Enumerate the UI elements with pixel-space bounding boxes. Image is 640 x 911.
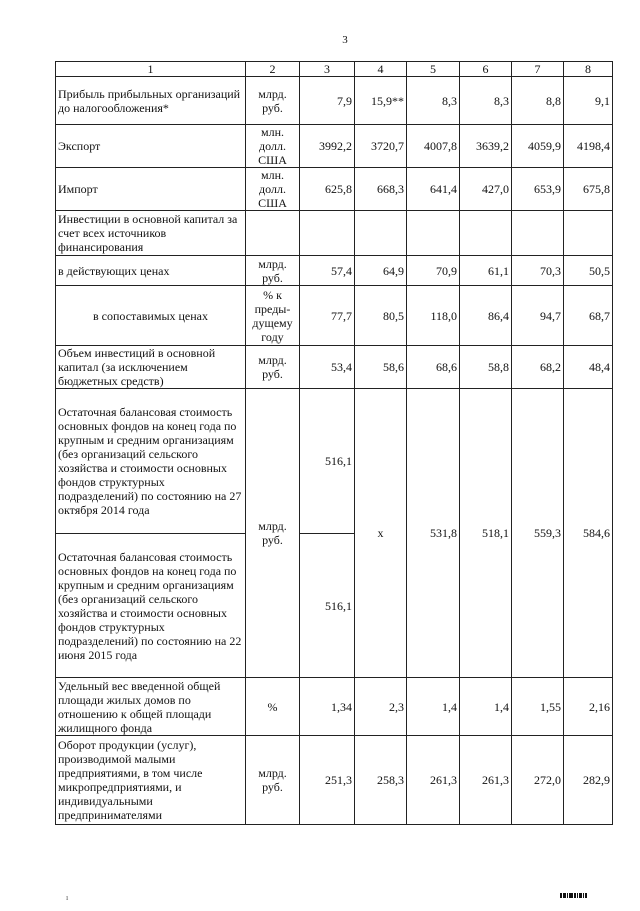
value-cell: 15,9** — [355, 77, 407, 125]
value-cell: 625,8 — [300, 168, 355, 211]
value-cell: 675,8 — [564, 168, 613, 211]
header-cell: 2 — [246, 62, 300, 77]
value-cell: 584,6 — [564, 389, 613, 678]
value-cell: 80,5 — [355, 286, 407, 346]
header-cell: 5 — [407, 62, 460, 77]
value-cell: 272,0 — [512, 736, 564, 825]
row-label: Остаточная балансовая стоимость основных фондов на конец года по крупным и средним организациям (без организаций сельского хозяйства и стоимости основных фондов структурных подразделений) по состоянию на 27 октября 2014 года — [56, 389, 246, 534]
row-label: Прибыль прибыльных организаций до налогообложения* — [56, 77, 246, 125]
table-row — [56, 286, 613, 346]
value-cell: 258,3 — [355, 736, 407, 825]
value-cell: 518,1 — [460, 389, 512, 678]
row-label: Объем инвестиций в основной капитал (за исключением бюджетных средств) — [56, 346, 246, 389]
table-row — [56, 678, 613, 736]
value-cell: 427,0 — [460, 168, 512, 211]
header-cell: 7 — [512, 62, 564, 77]
row-unit: млрд. руб. — [246, 346, 300, 389]
value-cell: 68,7 — [564, 286, 613, 346]
statistics-table — [55, 61, 613, 825]
table-row — [56, 77, 613, 125]
value-cell: 70,9 — [407, 256, 460, 286]
row-label: Удельный вес введенной общей площади жилых домов по отношению к общей площади жилищного фонда — [56, 678, 246, 736]
header-cell: 4 — [355, 62, 407, 77]
value-cell: 653,9 — [512, 168, 564, 211]
value-cell: 94,7 — [512, 286, 564, 346]
row-unit: млн. долл. США — [246, 168, 300, 211]
value-cell: 668,3 — [355, 168, 407, 211]
value-cell: 8,3 — [460, 77, 512, 125]
table-row — [56, 168, 613, 211]
value-cell: 118,0 — [407, 286, 460, 346]
table-row — [56, 256, 613, 286]
header-cell: 8 — [564, 62, 613, 77]
value-cell: 516,1 — [300, 389, 355, 534]
value-cell: 516,1 — [300, 534, 355, 678]
value-cell: 86,4 — [460, 286, 512, 346]
value-cell: 53,4 — [300, 346, 355, 389]
row-label: Остаточная балансовая стоимость основных фондов на конец года по крупным и средним организациям (без организаций сельского хозяйства и стоимости основных фондов структурных подразделений) по состоянию на 22 июня 2015 года — [56, 534, 246, 678]
value-cell: 58,8 — [460, 346, 512, 389]
value-cell: 2,3 — [355, 678, 407, 736]
row-label: Импорт — [56, 168, 246, 211]
row-label: в сопоставимых ценах — [56, 286, 246, 346]
value-cell: 4198,4 — [564, 125, 613, 168]
table-row — [56, 389, 613, 534]
value-cell: 3992,2 — [300, 125, 355, 168]
value-cell: 8,3 — [407, 77, 460, 125]
row-unit: млрд. руб. — [246, 389, 300, 678]
row-label: в действующих ценах — [56, 256, 246, 286]
value-cell: 9,1 — [564, 77, 613, 125]
header-row — [56, 62, 613, 77]
value-cell: 4007,8 — [407, 125, 460, 168]
value-cell: 61,1 — [460, 256, 512, 286]
header-cell: 6 — [460, 62, 512, 77]
row-unit: млрд. руб. — [246, 736, 300, 825]
value-cell: 251,3 — [300, 736, 355, 825]
value-cell: 57,4 — [300, 256, 355, 286]
value-cell: 3639,2 — [460, 125, 512, 168]
value-cell: 1,55 — [512, 678, 564, 736]
value-cell: 48,4 — [564, 346, 613, 389]
value-cell: 261,3 — [460, 736, 512, 825]
value-cell: 68,2 — [512, 346, 564, 389]
value-cell: 2,16 — [564, 678, 613, 736]
value-cell: 1,4 — [407, 678, 460, 736]
value-cell: 8,8 — [512, 77, 564, 125]
value-cell: х — [355, 389, 407, 678]
value-cell: 261,3 — [407, 736, 460, 825]
row-unit: % к преды-дущему году — [246, 286, 300, 346]
value-cell: 4059,9 — [512, 125, 564, 168]
row-label: Экспорт — [56, 125, 246, 168]
page-number: 3 — [342, 34, 348, 46]
value-cell: 77,7 — [300, 286, 355, 346]
barcode-mark — [560, 893, 600, 898]
value-cell: 1,4 — [460, 678, 512, 736]
header-cell: 1 — [56, 62, 246, 77]
value-cell: 58,6 — [355, 346, 407, 389]
table-row — [56, 736, 613, 825]
value-cell: 70,3 — [512, 256, 564, 286]
value-cell: 7,9 — [300, 77, 355, 125]
row-unit: млрд. руб. — [246, 77, 300, 125]
value-cell: 282,9 — [564, 736, 613, 825]
table-row — [56, 125, 613, 168]
row-unit: млн. долл. США — [246, 125, 300, 168]
table-row — [56, 346, 613, 389]
value-cell: 1,34 — [300, 678, 355, 736]
row-unit: млрд. руб. — [246, 256, 300, 286]
value-cell: 3720,7 — [355, 125, 407, 168]
value-cell: 531,8 — [407, 389, 460, 678]
value-cell: 68,6 — [407, 346, 460, 389]
row-label: Оборот продукции (услуг), производимой малыми предприятиями, в том числе микропредприятиями, и индивидуальными предпринимателями — [56, 736, 246, 825]
header-cell: 3 — [300, 62, 355, 77]
row-unit: % — [246, 678, 300, 736]
row-label: Инвестиции в основной капитал за счет всех источников финансирования — [56, 211, 246, 256]
table-row — [56, 211, 613, 256]
value-cell: 50,5 — [564, 256, 613, 286]
value-cell: 559,3 — [512, 389, 564, 678]
value-cell: 641,4 — [407, 168, 460, 211]
value-cell: 64,9 — [355, 256, 407, 286]
scan-mark-left: ı — [66, 893, 69, 902]
